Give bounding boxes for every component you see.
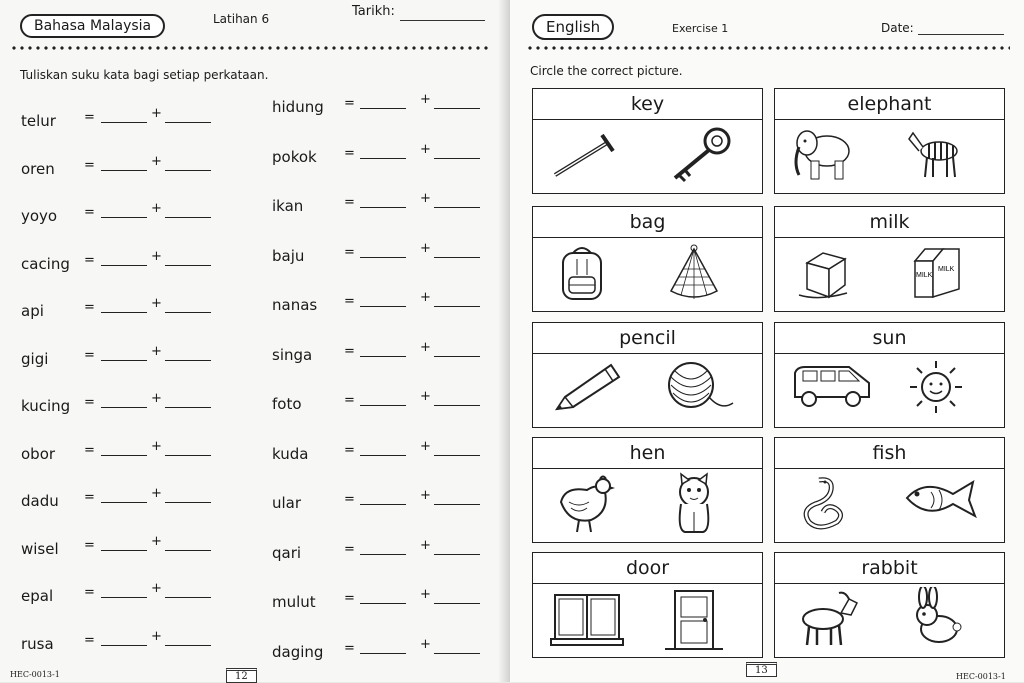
syllable-blank[interactable] — [360, 243, 406, 258]
syllable-blank[interactable] — [165, 203, 211, 218]
syllable-blank[interactable] — [360, 292, 406, 307]
plus-sign: + — [420, 141, 431, 157]
plus-sign: + — [151, 153, 162, 169]
word-row — [272, 587, 502, 617]
syllable-blank[interactable] — [165, 346, 211, 361]
picture-card-bag — [532, 206, 763, 312]
picture-card-rabbit — [774, 552, 1005, 658]
word-row — [21, 296, 251, 326]
footer-code: HEC-0013-1 — [10, 670, 60, 679]
syllable-blank[interactable] — [434, 292, 480, 307]
syllable-blank[interactable] — [434, 490, 480, 505]
syllable-blank[interactable] — [101, 251, 147, 266]
card-word: hen — [533, 438, 762, 469]
picture-card-door — [532, 552, 763, 658]
van-icon[interactable] — [789, 357, 875, 417]
plus-sign: + — [151, 628, 162, 644]
word-label: hidung — [272, 98, 324, 116]
page-number: 13 — [746, 662, 777, 677]
word-label: api — [21, 302, 44, 320]
plus-sign: + — [420, 191, 431, 206]
equals-sign: = — [84, 395, 95, 410]
picture-card-hen — [532, 437, 763, 543]
instruction-text: Tuliskan suku kata bagi setiap perkataan. — [20, 68, 269, 82]
equals-sign: = — [344, 244, 355, 260]
syllable-blank[interactable] — [101, 488, 147, 503]
plus-sign: + — [420, 587, 431, 602]
syllable-blank[interactable] — [101, 393, 147, 408]
syllable-blank[interactable] — [165, 441, 211, 456]
left-page — [0, 0, 508, 682]
picture-card-pencil — [532, 322, 763, 428]
right-page — [510, 0, 1024, 682]
dotted-divider — [10, 46, 488, 50]
pencil-icon[interactable] — [547, 357, 627, 421]
equals-sign: = — [84, 537, 95, 553]
syllable-blank[interactable] — [360, 441, 406, 456]
syllable-blank[interactable] — [165, 536, 211, 551]
fish-icon[interactable] — [901, 472, 981, 532]
dotted-divider — [526, 46, 1010, 50]
word-row — [272, 290, 502, 320]
card-word: door — [533, 553, 762, 584]
plus-sign: + — [151, 486, 162, 501]
nail-icon[interactable] — [547, 123, 627, 187]
word-row — [21, 106, 251, 136]
syllable-blank[interactable] — [165, 298, 211, 313]
syllable-blank[interactable] — [360, 391, 406, 406]
word-label: gigi — [21, 349, 49, 368]
word-label: ular — [272, 494, 302, 512]
syllable-blank[interactable] — [360, 94, 406, 109]
plus-sign: + — [420, 339, 431, 355]
svg-text:MILK: MILK — [938, 266, 955, 273]
picture-card-key — [532, 88, 763, 194]
word-row — [272, 141, 502, 172]
plus-sign: + — [420, 290, 431, 305]
equals-sign: = — [84, 347, 95, 363]
date-label: Date: — [881, 21, 914, 35]
word-label: dadu — [21, 492, 59, 510]
zebra-icon[interactable] — [901, 123, 971, 191]
syllable-blank[interactable] — [360, 540, 406, 555]
word-label: epal — [21, 587, 54, 605]
equals-sign: = — [344, 294, 355, 309]
equals-sign: = — [84, 110, 95, 125]
syllable-blank[interactable] — [360, 342, 406, 357]
word-label: cacing — [21, 254, 70, 273]
equals-sign: = — [84, 300, 95, 315]
word-row — [21, 486, 251, 516]
syllable-blank[interactable] — [165, 251, 211, 266]
syllable-blank[interactable] — [101, 631, 147, 646]
equals-sign: = — [84, 585, 95, 600]
equals-sign: = — [344, 591, 355, 606]
word-row — [272, 389, 502, 419]
syllable-blank[interactable] — [434, 540, 480, 555]
word-row — [21, 581, 251, 611]
card-word: key — [533, 89, 762, 120]
subject-badge: Bahasa Malaysia — [20, 14, 165, 38]
snake-icon[interactable] — [789, 472, 859, 540]
window-icon[interactable] — [547, 587, 627, 653]
card-word: rabbit — [775, 553, 1004, 584]
plus-sign: + — [420, 240, 431, 256]
equals-sign: = — [344, 343, 355, 359]
word-row — [21, 391, 251, 421]
word-row — [21, 343, 251, 374]
syllable-blank[interactable] — [101, 298, 147, 313]
syllable-blank[interactable] — [165, 583, 211, 598]
card-word: milk — [775, 207, 1004, 238]
word-row — [21, 438, 251, 469]
net-bag-icon[interactable] — [659, 241, 729, 309]
word-label: singa — [272, 345, 313, 364]
word-row — [272, 191, 502, 221]
equals-sign: = — [344, 442, 355, 458]
cat-icon[interactable] — [659, 472, 729, 540]
word-row — [272, 92, 502, 122]
word-label: obor — [21, 444, 56, 463]
equals-sign: = — [344, 541, 355, 557]
syllable-blank[interactable] — [165, 631, 211, 646]
word-label: baju — [272, 246, 305, 265]
date-line — [400, 6, 485, 21]
syllable-blank[interactable] — [165, 488, 211, 503]
word-row — [272, 438, 502, 469]
word-label: daging — [272, 642, 324, 661]
card-word: sun — [775, 323, 1004, 354]
equals-sign: = — [344, 640, 355, 656]
card-word: bag — [533, 207, 762, 238]
footer-code: HEC-0013-1 — [956, 672, 1006, 681]
plus-sign: + — [420, 636, 431, 652]
sun-icon[interactable] — [901, 357, 971, 421]
page-number: 12 — [226, 668, 257, 683]
syllable-blank[interactable] — [434, 391, 480, 406]
picture-card-milk — [774, 206, 1005, 312]
word-row — [21, 248, 251, 279]
plus-sign: + — [420, 389, 431, 404]
equals-sign: = — [344, 195, 355, 210]
syllable-blank[interactable] — [101, 441, 147, 456]
door-icon[interactable] — [659, 587, 729, 657]
goat-icon[interactable] — [789, 587, 865, 655]
plus-sign: + — [151, 106, 162, 121]
word-row — [272, 488, 502, 518]
yarn-ball-icon[interactable] — [659, 357, 739, 421]
card-word: fish — [775, 438, 1004, 469]
syllable-blank[interactable] — [434, 639, 480, 654]
equals-sign: = — [84, 632, 95, 648]
card-word: elephant — [775, 89, 1004, 120]
ice-cube-icon[interactable] — [789, 241, 859, 309]
word-label: pokok — [272, 147, 317, 166]
syllable-blank[interactable] — [101, 156, 147, 171]
plus-sign: + — [151, 581, 162, 596]
equals-sign: = — [344, 393, 355, 408]
equals-sign: = — [344, 145, 355, 161]
word-label: qari — [272, 543, 302, 562]
syllable-blank[interactable] — [360, 490, 406, 505]
word-label: telur — [21, 112, 56, 130]
syllable-blank[interactable] — [434, 441, 480, 456]
exercise-title: Latihan 6 — [213, 12, 270, 26]
word-row — [21, 628, 251, 659]
picture-card-fish — [774, 437, 1005, 543]
picture-card-elephant — [774, 88, 1005, 194]
card-word: pencil — [533, 323, 762, 354]
word-row — [272, 240, 502, 271]
word-label: kuda — [272, 444, 309, 463]
syllable-blank[interactable] — [434, 243, 480, 258]
word-row — [272, 339, 502, 370]
word-row — [21, 533, 251, 564]
word-label: mulut — [272, 593, 316, 611]
plus-sign: + — [420, 537, 431, 553]
equals-sign: = — [84, 442, 95, 458]
plus-sign: + — [151, 533, 162, 549]
word-label: nanas — [272, 296, 318, 314]
instruction-text: Circle the correct picture. — [530, 64, 683, 78]
syllable-blank[interactable] — [434, 94, 480, 109]
syllable-blank[interactable] — [360, 193, 406, 208]
plus-sign: + — [151, 438, 162, 454]
elephant-icon[interactable] — [789, 123, 859, 191]
word-label: oren — [21, 159, 55, 178]
syllable-blank[interactable] — [101, 583, 147, 598]
exercise-title: Exercise 1 — [672, 22, 729, 35]
picture-card-sun — [774, 322, 1005, 428]
equals-sign: = — [84, 157, 95, 173]
hen-icon[interactable] — [547, 472, 623, 540]
syllable-blank[interactable] — [360, 639, 406, 654]
word-label: ikan — [272, 197, 304, 215]
syllable-blank[interactable] — [360, 144, 406, 159]
equals-sign: = — [344, 492, 355, 507]
word-row — [21, 201, 251, 231]
word-row — [21, 153, 251, 184]
plus-sign: + — [151, 296, 162, 311]
equals-sign: = — [84, 205, 95, 220]
plus-sign: + — [420, 488, 431, 503]
svg-text:MILK: MILK — [916, 272, 933, 279]
plus-sign: + — [151, 391, 162, 406]
syllable-blank[interactable] — [101, 536, 147, 551]
word-label: foto — [272, 395, 302, 413]
key-icon[interactable] — [659, 123, 739, 187]
plus-sign: + — [151, 343, 162, 359]
subject-badge: English — [532, 14, 614, 40]
rabbit-icon[interactable] — [901, 587, 971, 655]
syllable-blank[interactable] — [101, 203, 147, 218]
syllable-blank[interactable] — [434, 589, 480, 604]
plus-sign: + — [151, 248, 162, 264]
date-label: Tarikh: — [352, 4, 395, 19]
plus-sign: + — [151, 201, 162, 216]
syllable-blank[interactable] — [165, 108, 211, 123]
syllable-blank[interactable] — [165, 156, 211, 171]
word-label: yoyo — [21, 207, 58, 225]
syllable-blank[interactable] — [434, 193, 480, 208]
date-line — [918, 20, 1004, 35]
syllable-blank[interactable] — [434, 342, 480, 357]
word-label: kucing — [21, 397, 71, 415]
plus-sign: + — [420, 438, 431, 454]
syllable-blank[interactable] — [360, 589, 406, 604]
syllable-blank[interactable] — [165, 393, 211, 408]
equals-sign: = — [344, 96, 355, 111]
word-row — [272, 537, 502, 568]
syllable-blank[interactable] — [101, 346, 147, 361]
word-row — [272, 636, 502, 667]
equals-sign: = — [84, 252, 95, 268]
equals-sign: = — [84, 490, 95, 505]
syllable-blank[interactable] — [101, 108, 147, 123]
word-label: wisel — [21, 539, 59, 558]
milk-carton-icon[interactable] — [901, 241, 971, 309]
word-label: rusa — [21, 634, 54, 653]
backpack-icon[interactable] — [547, 241, 617, 309]
syllable-blank[interactable] — [434, 144, 480, 159]
plus-sign: + — [420, 92, 431, 107]
